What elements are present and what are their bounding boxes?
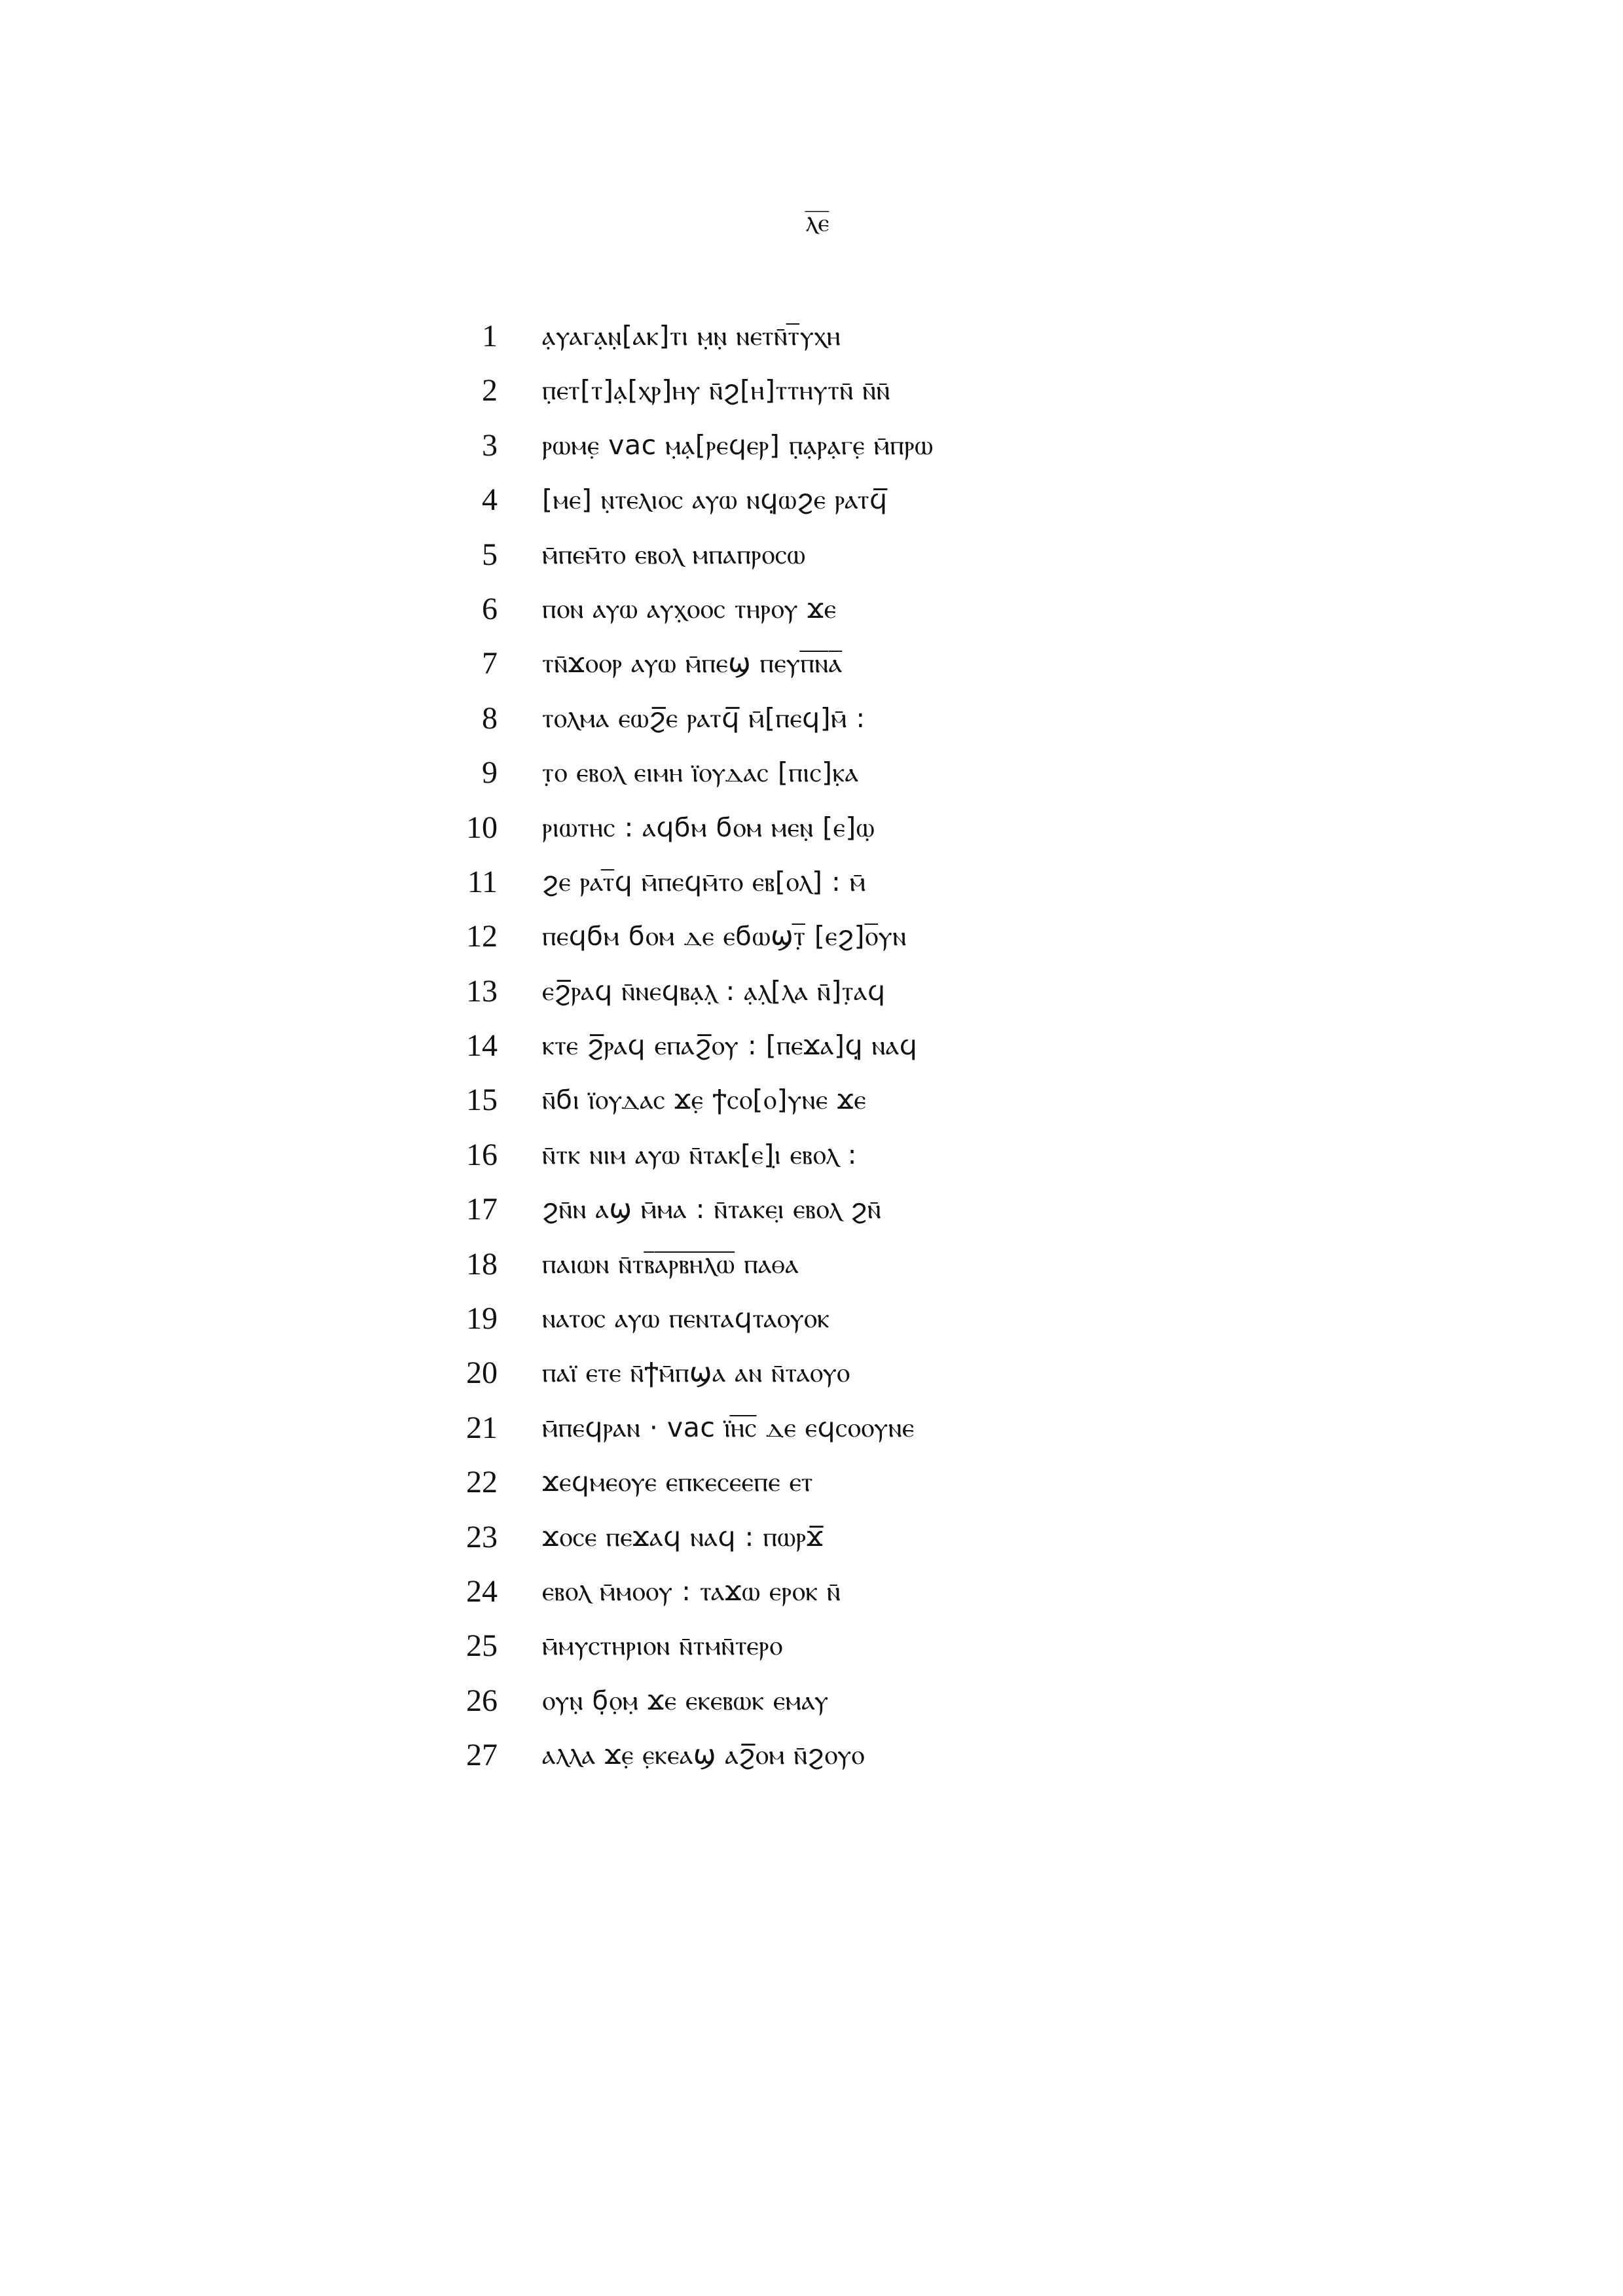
line-row bbox=[0, 1674, 1623, 1728]
line-row bbox=[0, 909, 1623, 963]
line-row bbox=[0, 309, 1623, 363]
line-text: ⲣⲓⲱⲧⲏⲥ : ⲁϥϭⲙ ϭⲟⲙ ⲙⲉⲛ̣ [ⲉ]ⲱ̣ bbox=[542, 811, 875, 843]
line-row bbox=[0, 1018, 1623, 1073]
line-row bbox=[0, 691, 1623, 745]
line-row bbox=[0, 636, 1623, 691]
line-number: 7 bbox=[482, 646, 498, 681]
line-number: 25 bbox=[466, 1628, 498, 1664]
line-number: 3 bbox=[482, 427, 498, 463]
line-number: 22 bbox=[466, 1465, 498, 1500]
line-text: ⲟⲩⲛ̣ ϭ̣ⲟ̣ⲙ̣ ϫⲉ ⲉⲕⲉⲃⲱⲕ ⲉⲙⲁⲩ bbox=[542, 1684, 829, 1716]
line-row bbox=[0, 964, 1623, 1018]
line-number: 27 bbox=[466, 1738, 498, 1773]
line-number: 10 bbox=[466, 810, 498, 845]
line-number: 19 bbox=[466, 1301, 498, 1336]
line-text: ϫⲟⲥⲉ ⲡⲉϫⲁϥ ⲛⲁϥ : ⲡⲱⲣϫ̅ bbox=[542, 1520, 824, 1552]
line-row bbox=[0, 1619, 1623, 1673]
line-text: ϫⲉϥⲙⲉⲟⲩⲉ ⲉⲡⲕⲉⲥⲉⲉⲡⲉ ⲉⲧ bbox=[542, 1466, 813, 1498]
line-text: ⲛ̄ϭⲓ ⲓ̈ⲟⲩⲇⲁⲥ ϫⲉ̣ ϯⲥⲟ[ⲟ]ⲩⲛⲉ ϫⲉ bbox=[542, 1084, 867, 1116]
line-text: ⲙ̄ⲡⲉⲙ̄ⲧⲟ ⲉⲃⲟⲗ ⲙⲡⲁⲡⲣⲟⲥⲱ bbox=[542, 538, 806, 570]
line-row bbox=[0, 1728, 1623, 1782]
line-text: ϩⲛ̄ⲛ ⲁϣ ⲙ̄ⲙⲁ : ⲛ̄ⲧⲁⲕⲉⲓ̣ ⲉⲃⲟⲗ ϩⲛ̄ bbox=[542, 1193, 882, 1225]
line-number: 11 bbox=[467, 864, 498, 899]
line-row bbox=[0, 363, 1623, 418]
line-text: ⲛⲁⲧⲟⲥ ⲁⲩⲱ ⲡⲉⲛⲧⲁϥⲧⲁⲟⲩⲟⲕ bbox=[542, 1302, 830, 1335]
line-number: 1 bbox=[482, 319, 498, 353]
line-text: ⲛ̄ⲧⲕ ⲛⲓⲙ ⲁⲩⲱ ⲛ̄ⲧⲁⲕ[ⲉ]ⲓ̣ ⲉⲃⲟⲗ : bbox=[542, 1138, 857, 1170]
line-text: ⲉϩ̅ⲣⲁϥ ⲛ̄ⲛⲉϥⲃⲁ̣ⲗ̣ : ⲁ̣ⲗ̣[ⲗⲁ ⲛ̄]ⲧ̣ⲁϥ bbox=[542, 975, 886, 1007]
line-number: 20 bbox=[466, 1355, 498, 1391]
line-row bbox=[0, 1346, 1623, 1400]
line-number: 26 bbox=[466, 1683, 498, 1718]
line-number: 17 bbox=[466, 1192, 498, 1227]
line-row bbox=[0, 745, 1623, 800]
line-row bbox=[0, 855, 1623, 909]
line-row bbox=[0, 1455, 1623, 1509]
line-row bbox=[0, 1291, 1623, 1346]
line-text: ⲙ̄ⲡⲉϥⲣⲁⲛ · vac ⲓ̈ⲏ̅ⲥ̅ ⲇⲉ ⲉϥⲥⲟⲟⲩⲛⲉ bbox=[542, 1411, 915, 1443]
line-row bbox=[0, 1182, 1623, 1236]
line-number: 21 bbox=[466, 1410, 498, 1445]
line-text: ⲁⲗⲗⲁ ϫⲉ̣ ⲉ̣ⲕⲉⲁϣ ⲁϩ̅ⲟⲙ ⲛ̄ϩⲟⲩⲟ bbox=[542, 1739, 865, 1771]
line-row bbox=[0, 1128, 1623, 1182]
line-row bbox=[0, 418, 1623, 473]
line-number: 12 bbox=[466, 919, 498, 954]
line-row bbox=[0, 800, 1623, 855]
line-number: 24 bbox=[466, 1573, 498, 1609]
line-text: [ⲙⲉ] ⲛ̣ⲧⲉⲗⲓⲟⲥ ⲁⲩⲱ ⲛϥ̣ⲱϩⲉ ⲣⲁⲧϥ̅ bbox=[542, 484, 888, 516]
line-text: ⲧⲟⲗⲙⲁ ⲉⲱϩ̅ⲉ ⲣⲁⲧϥ̅ ⲙ̄[ⲡⲉϥ]ⲙ̄ : bbox=[542, 702, 866, 734]
line-text: ⲡⲁⲓ̈ ⲉⲧⲉ ⲛ̄ϯⲙ̄ⲡϣⲁ ⲁⲛ ⲛ̄ⲧⲁⲟⲩⲟ bbox=[542, 1357, 850, 1389]
line-number: 23 bbox=[466, 1519, 498, 1554]
line-number: 6 bbox=[482, 591, 498, 626]
line-text: ⲡ̣ⲉⲧ[ⲧ]ⲁ̣[ⲭⲣ]ⲏⲩ̣ ⲛ̄ϩ[ⲏ]ⲧⲧⲏⲩⲧⲛ̄ ⲛ̄ⲛ̄ bbox=[542, 374, 890, 406]
line-row bbox=[0, 1073, 1623, 1127]
line-text: ⲧ̣ⲟ ⲉⲃⲟⲗ ⲉⲓⲙⲏ ⲓ̈ⲟⲩⲇⲁⲥ [ⲡⲓⲥ]ⲕ̣ⲁ bbox=[542, 757, 859, 789]
line-text: ⲙ̄ⲙⲩⲥⲧⲏⲣⲓⲟⲛ ⲛ̄ⲧⲙⲛ̄ⲧⲉⲣⲟ bbox=[542, 1630, 783, 1662]
line-text: ⲧⲛ̄ϫⲟⲟⲣ ⲁⲩⲱ ⲙ̄ⲡⲉϣ ⲡⲉⲩⲡ̅ⲛ̅ⲁ̅ bbox=[542, 647, 843, 679]
line-number: 5 bbox=[482, 537, 498, 572]
line-row bbox=[0, 1564, 1623, 1619]
line-row bbox=[0, 1237, 1623, 1291]
line-text: ⲕⲧⲉ ϩ̅ⲣⲁϥ ⲉⲡⲁϩ̅ⲟⲩ : [ⲡⲉϫⲁ]ϥ̣ ⲛⲁϥ bbox=[542, 1030, 918, 1062]
line-text: ⲡⲁⲓⲱⲛ ⲛ̄ⲧⲃ̅ⲁ̅ⲣ̅ⲃ̅ⲏ̅ⲗ̅ⲱ̅ ⲡⲁⲑⲁ bbox=[542, 1247, 799, 1280]
line-text: ⲣ̣ⲱⲙⲉ̣ vac ⲙ̣ⲁ̣[ⲣⲉϥⲉⲣ] ⲡ̣ⲁ̣ⲣ̣ⲁ̣ⲅⲉ̣ ⲙ̄ⲡⲣⲱ bbox=[542, 429, 934, 461]
line-row bbox=[0, 1510, 1623, 1564]
line-text: ϩⲉ ⲣⲁⲧ̅ϥ ⲙ̄ⲡⲉϥⲙ̄ⲧⲟ ⲉⲃ[ⲟⲗ] : ⲙ̄ bbox=[542, 865, 866, 897]
line-number: 9 bbox=[482, 755, 498, 791]
line-row bbox=[0, 528, 1623, 582]
line-number: 13 bbox=[466, 973, 498, 1009]
line-number: 14 bbox=[466, 1028, 498, 1064]
line-row bbox=[0, 582, 1623, 636]
line-text: ⲉⲃⲟⲗ ⲙ̄ⲙⲟⲟⲩ : ⲧⲁϫⲱ ⲉⲣⲟⲕ ⲛ̄ bbox=[542, 1575, 841, 1607]
line-text: ⲡⲟⲛ ⲁⲩⲱ ⲁⲩⲭ̣ⲟⲟⲥ ⲧⲏⲣⲟⲩ ϫⲉ bbox=[542, 592, 837, 624]
line-number: 8 bbox=[482, 700, 498, 736]
transcription-lines bbox=[0, 309, 1623, 1783]
line-number: 18 bbox=[466, 1246, 498, 1282]
line-number: 16 bbox=[466, 1137, 498, 1172]
line-row bbox=[0, 473, 1623, 527]
line-number: 4 bbox=[482, 482, 498, 518]
line-number: 15 bbox=[466, 1083, 498, 1118]
line-number: 2 bbox=[482, 373, 498, 408]
line-row bbox=[0, 1401, 1623, 1455]
line-text: ⲁ̣ⲩⲁⲅⲁ̣ⲛ̣[ⲁⲕ]ⲧⲓ ⲙ̣ⲛ̣ ⲛⲉⲧⲛ̄ⲧ̅ⲩⲭⲏ bbox=[542, 320, 841, 351]
page-number: ⲗ̅ⲉ̅ bbox=[805, 208, 830, 237]
line-text: ⲡⲉϥϭⲙ ϭⲟⲙ ⲇⲉ ⲉϭⲱϣⲧ̣̅ [ⲉϩ]ⲟ̅ⲩⲛ bbox=[542, 920, 907, 952]
